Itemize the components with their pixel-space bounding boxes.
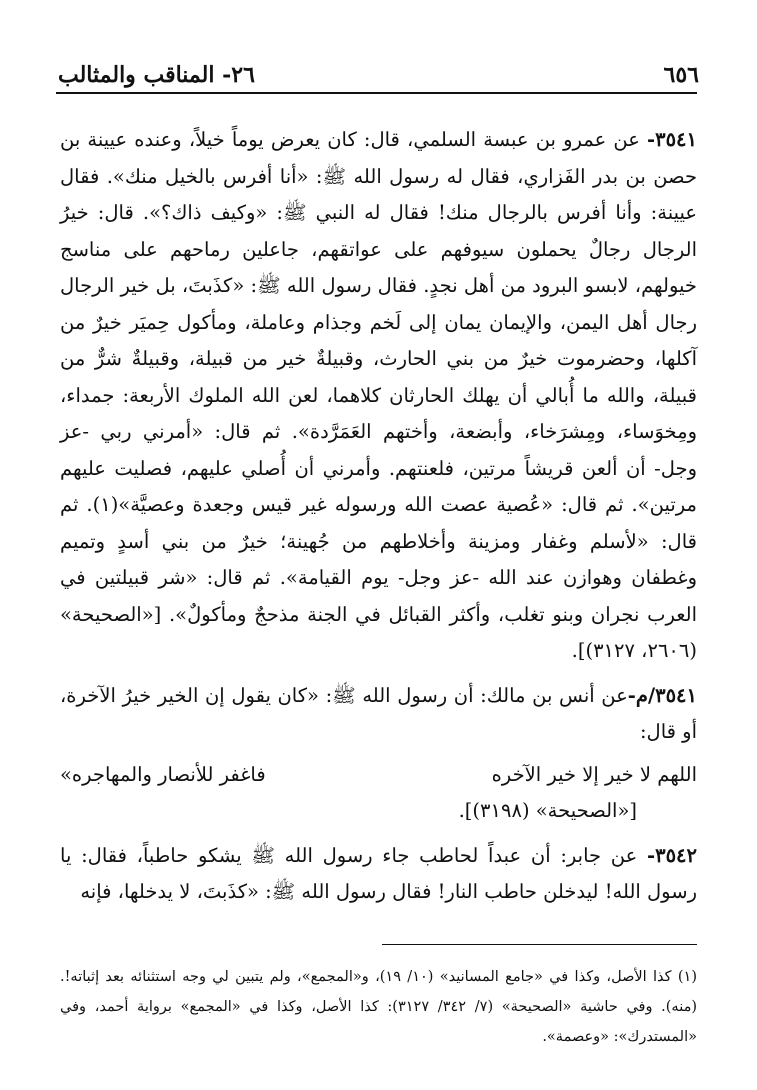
verse-second-hemistich: فاغفر للأنصار والمهاجره»: [60, 762, 266, 786]
verse-source: [«الصحيحة» (٣١٩٨)].: [458, 799, 637, 822]
page-number: ٦٥٦: [663, 62, 699, 88]
verse-first-hemistich: اللهم لا خير إلا خير الآخره: [491, 762, 697, 786]
poetry-verse: [60, 757, 697, 794]
hadith-number: ٣٥٤١-: [647, 128, 697, 151]
footnote-1: (١) كذا الأصل، وكذا في «جامع المسانيد» (١٠/ ١٩)، و«المجمع»، ولم يتبين لي وجه استثنائه بعد إثباته!. (منه). وفي حاشية «الصحيحة» (٧/ ٣٤٢/ ٣١٢٧): كذا الأصل، وكذا في «المجمع» برواية أحمد، وفي «المستدرك»: «وعصمة».: [60, 969, 698, 1045]
hadith-3541m: [60, 678, 697, 751]
footnote-rule: [382, 944, 697, 945]
hadith-number: ٣٥٤١/م-: [627, 683, 697, 707]
hadith-3542: [60, 838, 697, 911]
page-body: [60, 122, 697, 911]
footnotes: [60, 962, 697, 1052]
hadith-text: عن أنس بن مالك: أن رسول الله ﷺ: «كان يقول إن الخير خيرُ الآخرة، أو قال:: [60, 683, 697, 743]
header-rule: [56, 92, 697, 94]
chapter-title: ٢٦- المناقب والمثالب: [58, 62, 255, 88]
hadith-text: عن جابر: أن عبداً لحاطب جاء رسول الله ﷺ يشكو حاطباً، فقال: يا رسول الله! ليدخلن حاطب النار! فقال رسول الله ﷺ: «كذَبتَ، لا يدخلها، فإنه: [60, 843, 697, 903]
hadith-number: ٣٥٤٢-: [647, 843, 697, 867]
hadith-text: عن عمرو بن عبسة السلمي، قال: كان يعرض يوماً خيلاً، وعنده عيينة بن حصن بن بدر الفَزاري، فقال له رسول الله ﷺ: «أنا أفرس بالخيل منك». فقال عيينة: وأنا أفرس بالرجال منك! فقال له النبي ﷺ: «وكيف ذاك؟». قال: خيرُ الرجال رجالٌ يحملون سيوفهم على عواتقهم، جاعلين رماحهم على مناسج خيولهم، لابسو البرود من أهل نجدٍ. فقال رسول الله ﷺ: «كذَبتَ، بل خير الرجال رجال أهل اليمن، والإيمان يمان إلى لَخم وجذام وعاملة، ومأكول حِميَر خيرٌ من آكلها، وحضرموت خيرٌ من بني الحارث، وقبيلةٌ خير من قبيلة، وقبيلةٌ شرٌّ من قبيلة، والله ما أُبالي أن يهلك الحارثان كلاهما، لعن الله الملوك الأربعة: جمداء، ومِخوَساء، ومِشرَخاء، وأبضعة، وأختهم العَمَرَّدة». ثم قال: «أمرني ربي -عز وجل- أن ألعن قريشاً مرتين، فلعنتهم. وأمرني أن أُصلي عليهم، فصليت عليهم مرتين». ثم قال: «عُصية عصت الله ورسوله غير قيس وجعدة وعصيَّة»(١). ثم قال: «لأسلم وغفار ومزينة وأخلاطهم من جُهينة؛ خيرٌ من بني أسدٍ وتميم وغطفان وهوازن عند الله -عز وجل- يوم القيامة». ثم قال: «شر قبيلتين في العرب نجران وبنو تغلب، وأكثر القبائل في الجنة مذحجٌ ومأكولٌ». [«الصحيحة» (٢٦٠٦، ٣١٢٧)].: [60, 128, 697, 662]
hadith-3541: [60, 122, 697, 670]
page-header: [58, 52, 699, 88]
